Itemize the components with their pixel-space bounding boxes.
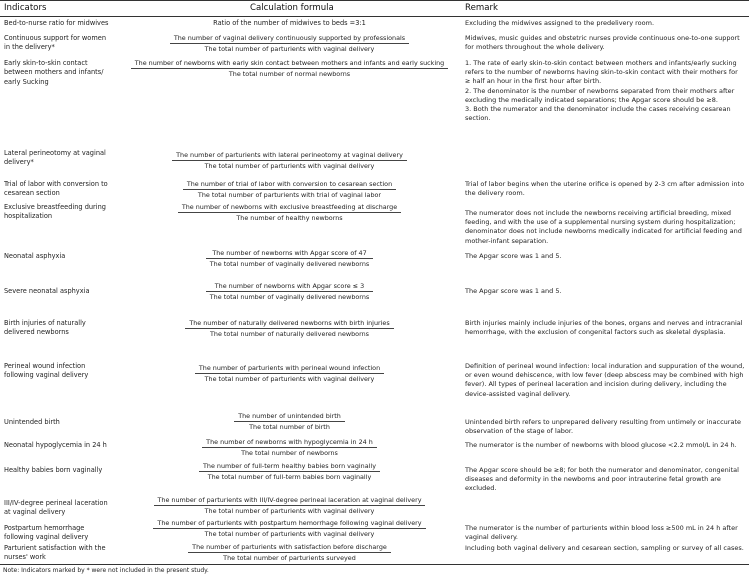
fraction (195, 364, 384, 384)
formula-cell (117, 203, 462, 223)
numerator: The number of parturients with perineal wound infection (195, 364, 384, 374)
table-header (0, 0, 749, 17)
denominator: The total number of full-term babies born vaginally (207, 473, 372, 482)
numerator: The number of newborns with early skin contact between mothers and infants and early sucking (131, 59, 449, 69)
formula-cell: Ratio of the number of midwives to beds =3:1 (213, 19, 366, 27)
formula-cell (117, 319, 462, 339)
indicator-cell: Birth injuries of naturally delivered newborns (4, 319, 86, 337)
remark-cell: The numerator is the number of parturients within blood loss ≥500 mL in 24 h after vaginal delivery. (465, 524, 738, 542)
remark-cell: The Apgar score should be ≥8; for both the numerator and denominator, congenital diseases and deformity in the newborns and poor intrauterine fetal growth are excluded. (465, 466, 739, 493)
denominator: The total number of parturients surveyed (223, 554, 356, 563)
numerator: The number of newborns with Apgar score ≤ 3 (206, 282, 373, 292)
numerator: The number of newborns with hypoglycemia in 24 h (202, 438, 377, 448)
denominator: The total number of vaginally delivered newborns (209, 293, 370, 302)
formula-cell (117, 364, 462, 384)
header-indicators: Indicators (4, 3, 47, 13)
remark-cell: The Apgar score was 1 and 5. (465, 287, 562, 295)
indicator-cell: Continuous support for women in the delivery* (4, 34, 106, 52)
fraction (154, 496, 426, 516)
indicator-cell: Neonatal asphyxia (4, 252, 66, 260)
denominator: The total number of parturients with vaginal delivery (204, 45, 375, 54)
remark-cell: The numerator does not include the newborns receiving artificial breeding, mixed feeding, and with the use of a supplemental nursing system during hospitalization; denominator does not include newborns medically indicated for artificial feeding and mother-infant separation. (465, 209, 742, 245)
bottom-rule (0, 564, 749, 565)
fraction (131, 59, 449, 79)
formula-cell (117, 249, 462, 269)
indicator-cell: III/IV-degree perineal laceration at vaginal delivery (4, 499, 108, 517)
formula-cell (117, 496, 462, 516)
denominator: The total number of parturients with vaginal delivery (204, 375, 375, 384)
formula-cell (117, 34, 462, 54)
formula-cell (117, 412, 462, 432)
numerator: The number of full-term healthy babies born vaginally (199, 462, 380, 472)
indicator-cell: Postpartum hemorrhage following vaginal delivery (4, 524, 89, 542)
remark-cell: Including both vaginal delivery and cesarean section, sampling or survey of all cases. (465, 544, 744, 552)
denominator: The total number of parturients with vaginal delivery (204, 530, 375, 539)
denominator: The total number of naturally delivered newborns (209, 330, 369, 339)
indicator-cell: Unintended birth (4, 418, 60, 426)
remark-cell: Unintended birth refers to unprepared delivery resulting from untimely or inaccurate observation of the stage of labor. (465, 418, 741, 436)
denominator: The total number of newborns (241, 449, 338, 458)
fraction (202, 438, 377, 458)
denominator: The total number of parturients with vaginal delivery (204, 162, 375, 171)
fraction (234, 412, 345, 432)
indicator-cell: Lateral perineotomy at vaginal delivery* (4, 149, 106, 167)
table-note: Note: Indicators marked by * were not included in the present study. (3, 567, 209, 574)
numerator: The number of naturally delivered newborns with birth injuries (185, 319, 393, 329)
fraction (153, 519, 425, 539)
remark-cell: The Apgar score was 1 and 5. (465, 252, 562, 260)
numerator: The number of parturients with satisfaction before discharge (188, 543, 391, 553)
fraction (170, 34, 409, 54)
numerator: The number of newborns with Apgar score of 47 (206, 249, 373, 259)
formula-cell (117, 151, 462, 171)
indicator-cell: Healthy babies born vaginally (4, 466, 103, 474)
remark-cell: Birth injuries mainly include injuries of the bones, organs and nerves and intracranial hemorrhage, with the exclusion of congenital factors such as skeletal dysplasia. (465, 319, 743, 337)
fraction (206, 249, 373, 269)
numerator: The number of unintended birth (234, 412, 345, 422)
indicator-cell: Trial of labor with conversion to cesarean section (4, 180, 108, 198)
fraction (199, 462, 380, 482)
remark-cell: Trial of labor begins when the uterine orifice is opened by 2-3 cm after admission into the delivery room. (465, 180, 745, 198)
header-formula: Calculation formula (250, 3, 334, 13)
numerator: The number of newborns with exclusive breastfeeding at discharge (178, 203, 401, 213)
numerator: The number of parturients with postpartum hemorrhage following vaginal delivery (153, 519, 425, 529)
numerator: The number of vaginal delivery continuously supported by professionals (170, 34, 409, 44)
formula-cell (117, 180, 462, 200)
header-remark: Remark (465, 3, 499, 13)
formula-cell (117, 438, 462, 458)
fraction (185, 319, 393, 339)
remark-line: 1. The rate of early skin-to-skin contact between mothers and infants/early sucking refers to the number of newborns having skin-to-skin contact with their mothers for ≥ half an hour in the first hour after birth. (465, 59, 738, 86)
formula-cell (117, 282, 462, 302)
denominator: The total number of vaginally delivered newborns (209, 260, 370, 269)
fraction (178, 203, 401, 223)
formula-cell (117, 519, 462, 539)
denominator: The total number of normal newborns (228, 70, 351, 79)
numerator: The number of trial of labor with conversion to cesarean section (183, 180, 396, 190)
formula-cell (117, 59, 462, 79)
fraction (183, 180, 396, 200)
indicator-cell: Perineal wound infection following vaginal delivery (4, 362, 89, 380)
remark-line: 3. Both the numerator and the denominator include the cases receiving cesarean section. (465, 105, 731, 123)
indicator-cell: Exclusive breastfeeding during hospitalization (4, 203, 106, 221)
indicator-cell: Severe neonatal asphyxia (4, 287, 90, 295)
indicator-cell: Early skin-to-skin contact between mothers and infants/ early Sucking (4, 59, 104, 86)
remark-line: 2. The denominator is the number of newborns separated from their mothers after excluding the medically indicated separations; the Apgar score should be ≥8. (465, 86, 735, 104)
fraction (172, 151, 407, 171)
indicator-cell: Parturient satisfaction with the nurses' work (4, 544, 106, 562)
remark-cell: Definition of perineal wound infection: local induration and suppuration of the wound, or even wound dehiscence, with low fever (deep abscess may be combined with high fever). All types of perineal laceration and incision during delivery, including the device-assisted vaginal delivery. (465, 362, 745, 398)
denominator: The total number of parturients with trial of vaginal labor (197, 191, 382, 200)
fraction (206, 282, 373, 302)
formula-cell (117, 462, 462, 482)
remark-cell: Excluding the midwives assigned to the predelivery room. (465, 19, 655, 27)
fraction (188, 543, 391, 563)
numerator: The number of parturients with III/IV-degree perineal laceration at vaginal delivery (154, 496, 426, 506)
denominator: The number of healthy newborns (236, 214, 343, 223)
remark-cell (465, 59, 745, 124)
indicator-cell: Bed-to-nurse ratio for midwives (4, 19, 109, 27)
remark-cell: The numerator is the number of newborns with blood glucose <2.2 mmol/L in 24 h. (465, 441, 737, 449)
numerator: The number of parturients with lateral perineotomy at vaginal delivery (172, 151, 407, 161)
denominator: The total number of parturients with vaginal delivery (204, 507, 375, 516)
denominator: The total number of birth (249, 423, 330, 432)
remark-cell: Midwives, music guides and obstetric nurses provide continuous one-to-one support for mothers throughout the whole delivery. (465, 34, 740, 52)
indicator-cell: Neonatal hypoglycemia in 24 h (4, 441, 107, 449)
formula-cell (117, 543, 462, 563)
